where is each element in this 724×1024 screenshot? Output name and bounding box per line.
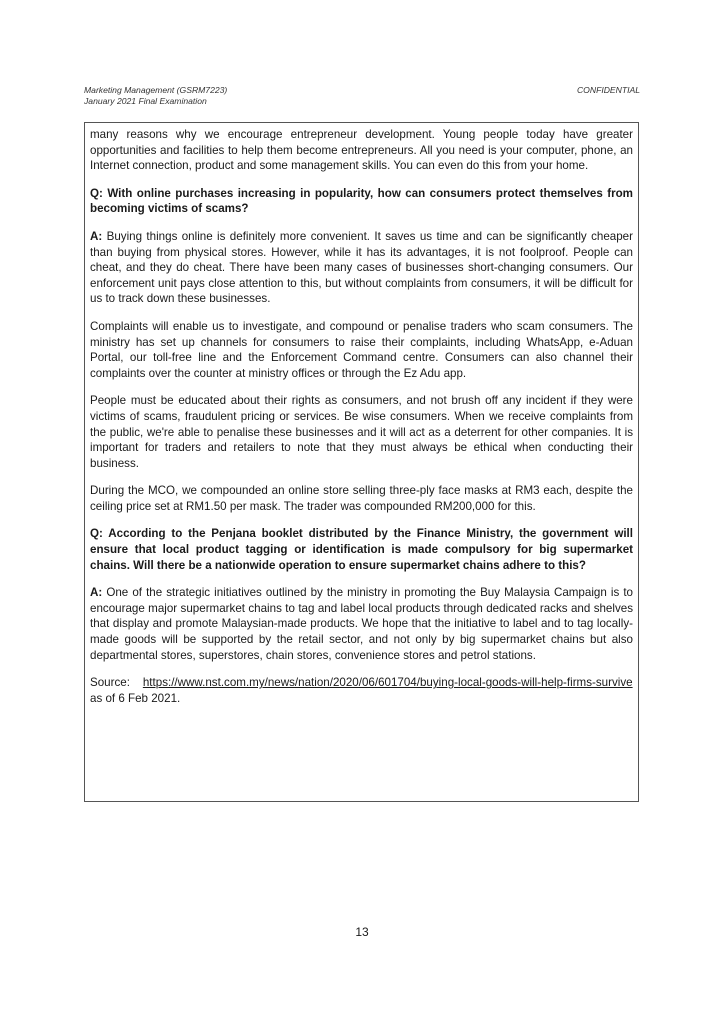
answer-1-text: Buying things online is definitely more convenient. It saves us time and can be significantly cheaper than buying from physical stores. However, while it has its advantages, it is not foolproof. People can cheat, and they do cheat. There have been many cases of businesses short-changing consumers. Our enforcement unit pays close attention to this, but without complaints from consumers, it will be difficult for us to track down these businesses. bbox=[90, 229, 633, 306]
document-header bbox=[84, 85, 227, 106]
question-2-text: According to the Penjana booklet distributed by the Finance Ministry, the government will ensure that local product tagging or identification is made compulsory for big supermarket chains. Will there be a nationwide operation to ensure supermarket chains adhere to this? bbox=[90, 527, 633, 572]
question-2-lead: Q: bbox=[90, 527, 103, 541]
exam-title: January 2021 Final Examination bbox=[84, 95, 207, 106]
intro-paragraph: many reasons why we encourage entrepreneur development. Young people today have greater opportunities and facilities to help them become entrepreneurs. All you need is your computer, phone, an Internet connection, product and some management skills. You can even do this from your home. bbox=[90, 128, 633, 173]
question-1-lead: Q: bbox=[90, 186, 103, 200]
answer-2-paragraph bbox=[90, 585, 633, 663]
article-box bbox=[84, 122, 639, 802]
answer-1-paragraph-1 bbox=[90, 229, 633, 307]
answer-2-lead: A: bbox=[90, 586, 103, 600]
question-1-text: With online purchases increasing in popularity, how can consumers protect themselves from becoming victims of scams? bbox=[90, 186, 633, 216]
question-2 bbox=[90, 526, 633, 573]
page-number: 13 bbox=[355, 925, 369, 939]
confidential-label: CONFIDENTIAL bbox=[576, 85, 640, 95]
source-date: as of 6 Feb 2021. bbox=[90, 691, 181, 705]
source-label: Source: bbox=[90, 676, 130, 690]
question-1 bbox=[90, 186, 633, 217]
answer-1-paragraph-3: People must be educated about their rights as consumers, and not brush off any incident if they were victims of scams, fraudulent pricing or services. Be wise consumers. When we receive complaints from the public, we're able to penalise these businesses and it will act as a deterrent for other companies. It is important for traders and retailers to note that they must always be ethical when conducting their business. bbox=[90, 394, 633, 470]
course-title: Marketing Management (GSRM7223) bbox=[84, 85, 228, 95]
answer-2-text: One of the strategic initiatives outlined by the ministry in promoting the Buy Malaysia Campaign is to encourage major supermarket chains to tag and label local products through dedicated racks and shelves that display and promote Malaysian-made products. We hope that the initiative to label and to tag locally-made goods will be supported by the retail sector, and not only by big supermarket chains but also departmental stores, superstores, chain stores, convenience stores and petrol stations. bbox=[90, 586, 633, 662]
answer-1-paragraph-4: During the MCO, we compounded an online store selling three-ply face masks at RM3 each, despite the ceiling price set at RM1.50 per mask. The trader was compounded RM200,000 for this. bbox=[90, 484, 633, 513]
source-link[interactable]: https://www.nst.com.my/news/nation/2020/06/601704/buying-local-goods-will-help-firms-survive bbox=[142, 676, 633, 690]
answer-1-lead: A: bbox=[90, 229, 103, 243]
source-citation bbox=[90, 675, 633, 706]
answer-1-paragraph-2: Complaints will enable us to investigate, and compound or penalise traders who scam consumers. The ministry has set up channels for consumers to raise their complaints, including WhatsApp, e-Aduan Portal, our toll-free line and the Enforcement Command centre. Consumers can also channel their complaints over the counter at ministry offices or through the Ez Adu app. bbox=[90, 319, 633, 380]
